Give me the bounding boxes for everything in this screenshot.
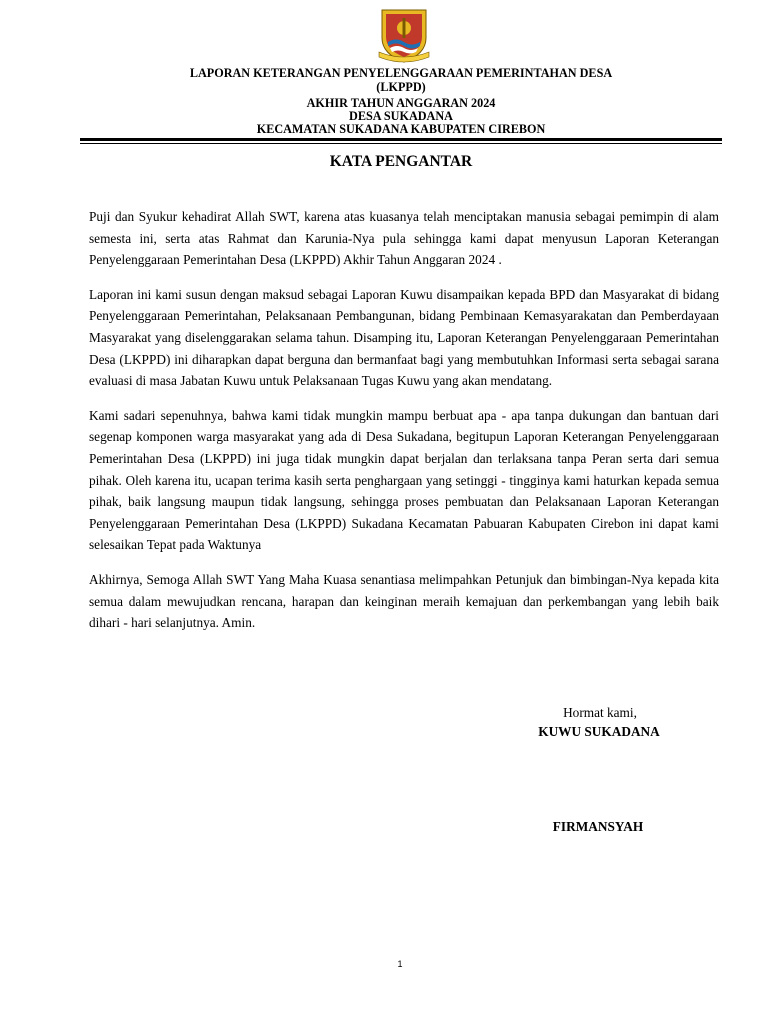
header-divider-thick [80, 138, 722, 141]
paragraph-2: Laporan ini kami susun dengan maksud sebagai Laporan Kuwu disampaikan kepada BPD dan Masyarakat di bidang Penyelenggaraan Pemerintahan, Pelaksanaan Pembangunan, bidang Pembinaan Kemasyarakatan dan Pemberdayaan Masyarakat yang diselenggarakan selama tahun. Disamping itu, Laporan Keterangan Penyelenggaraan Pemerintahan Desa (LKPPD) ini diharapkan dapat berguna dan bermanfaat bagi yang membutuhkan Informasi serta sebagai sarana evaluasi di masa Jabatan Kuwu untuk Pelaksanaan Tugas Kuwu yang akan mendatang. [89, 286, 719, 389]
header-line-5: KECAMATAN SUKADANA KABUPATEN CIREBON [256, 122, 546, 136]
page-number: 1 [397, 959, 403, 969]
header-line-4: DESA SUKADANA [349, 109, 453, 123]
body-text [89, 206, 719, 647]
header-line-1: LAPORAN KETERANGAN PENYELENGGARAAN PEMERINTAHAN DESA [189, 66, 613, 80]
signature-name: FIRMANSYAH [552, 819, 644, 834]
page-title: KATA PENGANTAR [329, 153, 473, 170]
header-line-3: AKHIR TAHUN ANGGARAN 2024 [306, 96, 496, 110]
paragraph-1: Puji dan Syukur kehadirat Allah SWT, karena atas kuasanya telah menciptakan manusia sebagai pemimpin di alam semesta ini, serta atas Rahmat dan Karunia-Nya pula sehingga kami dapat menyusun Laporan Keterangan Penyelenggaraan Pemerintahan Desa (LKPPD) Akhir Tahun Anggaran 2024 . [89, 209, 719, 268]
signature-position: KUWU SUKADANA [538, 724, 660, 739]
header-line-2: (LKPPD) [376, 80, 426, 94]
regency-emblem-icon [376, 6, 432, 64]
paragraph-3: Kami sadari sepenuhnya, bahwa kami tidak mungkin mampu berbuat apa - apa tanpa dukungan dan bantuan dari segenap komponen warga masyarakat yang ada di Desa Sukadana, begitupun Laporan Keterangan Penyelenggaraan Pemerintahan Desa (LKPPD) ini juga tidak mungkin dapat berjalan dan terlaksana tanpa Peran serta dari semua pihak. Oleh karena itu, ucapan terima kasih serta penghargaan yang setinggi - tingginya kami haturkan kepada semua pihak, baik langsung maupun tidak langsung, sehingga proses pembuatan dan Pelaksanaan Laporan Keterangan Penyelenggaraan Pemerintahan Desa (LKPPD) Sukadana Kecamatan Pabuaran Kabupaten Cirebon ini dapat kami selesaikan Tepat pada Waktunya [89, 407, 719, 553]
header-divider-thin [80, 143, 722, 144]
paragraph-4: Akhirnya, Semoga Allah SWT Yang Maha Kuasa senantiasa melimpahkan Petunjuk dan bimbingan-Nya kepada kita semua dalam mewujudkan rencana, harapan dan keinginan meraih kemajuan dan perkembangan yang lebih baik dihari - hari selanjutnya. Amin. [89, 571, 719, 631]
signature-closing: Hormat kami, [563, 705, 637, 720]
